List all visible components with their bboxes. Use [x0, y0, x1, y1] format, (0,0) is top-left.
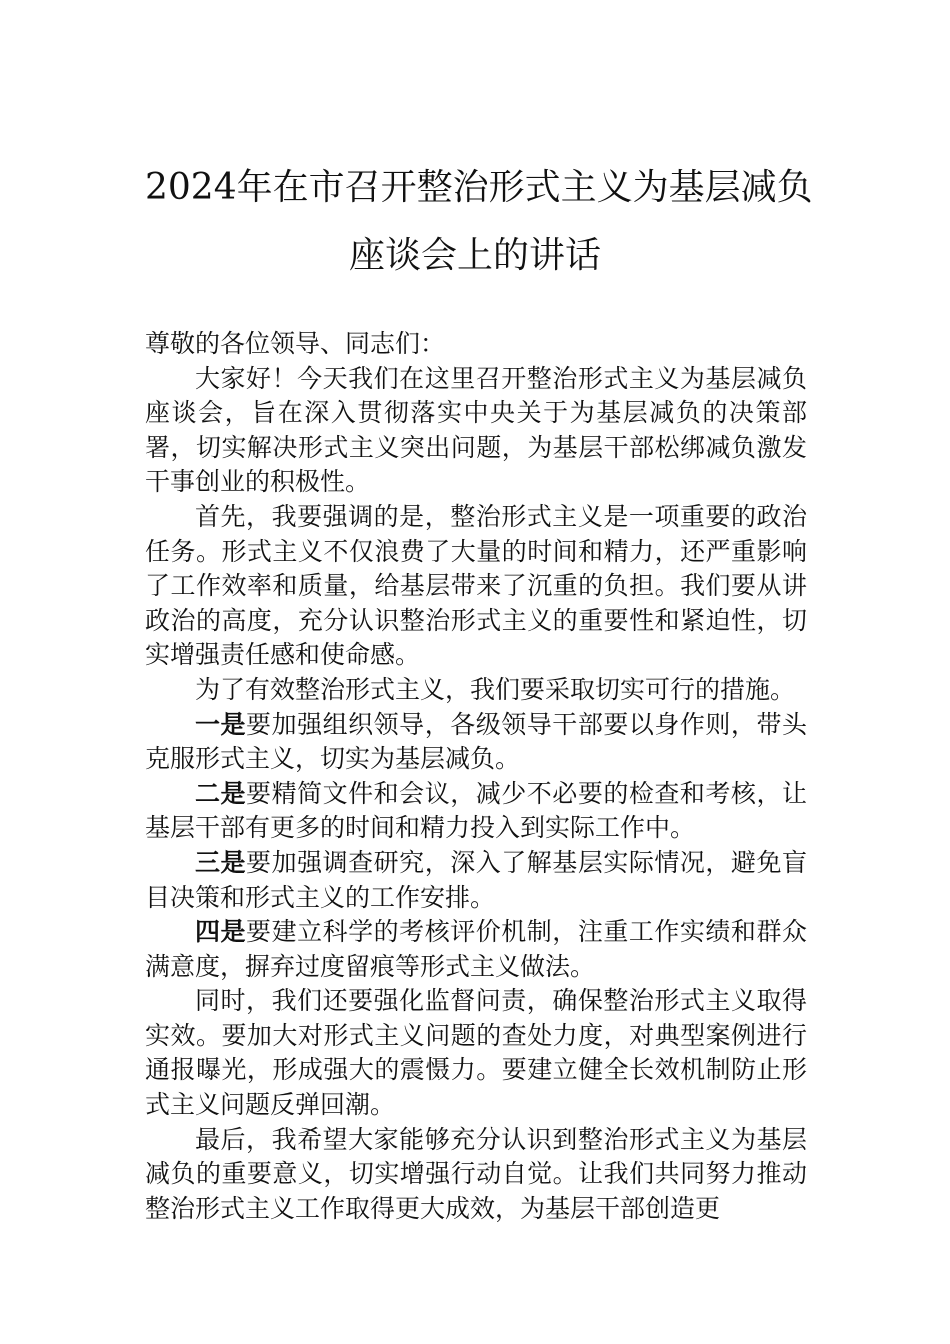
- paragraph-measures-intro: 为了有效整治形式主义，我们要采取切实可行的措施。: [195, 674, 796, 704]
- paragraph-measure-2: [145, 777, 807, 846]
- measure-1-lead: 一是: [195, 709, 247, 739]
- measure-2-text: 要精简文件和会议，减少不必要的检查和考核，让基层干部有更多的时间和精力投入到实际工作中。: [145, 778, 807, 843]
- paragraph-first-point: 首先，我要强调的是，整治形式主义是一项重要的政治任务。形式主义不仅浪费了大量的时间和精力，还严重影响了工作效率和质量，给基层带来了沉重的负担。我们要从讲政治的高度，充分认识整治形式主义的重要性和紧迫性，切实增强责任感和使命感。: [145, 501, 807, 670]
- measure-3-text: 要加强调查研究，深入了解基层实际情况，避免盲目决策和形式主义的工作安排。: [145, 847, 807, 912]
- paragraph-greeting: 大家好！今天我们在这里召开整治形式主义为基层减负座谈会，旨在深入贯彻落实中央关于为基层减负的决策部署，切实解决形式主义突出问题，为基层干部松绑减负激发干事创业的积极性。: [145, 363, 807, 497]
- document-title-line-2: 座谈会上的讲话: [348, 235, 601, 276]
- measure-4-text: 要建立科学的考核评价机制，注重工作实绩和群众满意度，摒弃过度留痕等形式主义做法。: [145, 917, 807, 981]
- paragraph-supervision: 同时，我们还要强化监督问责，确保整治形式主义取得实效。要加大对形式主义问题的查处力度，对典型案例进行通报曝光，形成强大的震慑力。要建立健全长效机制防止形式主义问题反弹回潮。: [145, 986, 807, 1120]
- document-body: [145, 327, 807, 1226]
- salutation: 尊敬的各位领导、同志们：: [145, 329, 446, 358]
- measure-1-text: 要加强组织领导，各级领导干部要以身作则，带头克服形式主义，切实为基层减负。: [145, 709, 807, 774]
- paragraph-measure-1: [145, 708, 807, 777]
- paragraph-measure-3: [145, 846, 807, 915]
- measure-4-lead: 四是: [195, 917, 247, 947]
- measure-3-lead: 三是: [195, 847, 247, 877]
- measure-2-lead: 二是: [195, 778, 247, 808]
- document-title-line-1: 2024年在市召开整治形式主义为基层减负: [145, 167, 813, 208]
- paragraph-measure-4: [145, 915, 807, 984]
- paragraph-conclusion: 最后，我希望大家能够充分认识到整治形式主义为基层减负的重要意义，切实增强行动自觉。让我们共同努力推动整治形式主义工作取得更大成效，为基层干部创造更: [145, 1124, 807, 1223]
